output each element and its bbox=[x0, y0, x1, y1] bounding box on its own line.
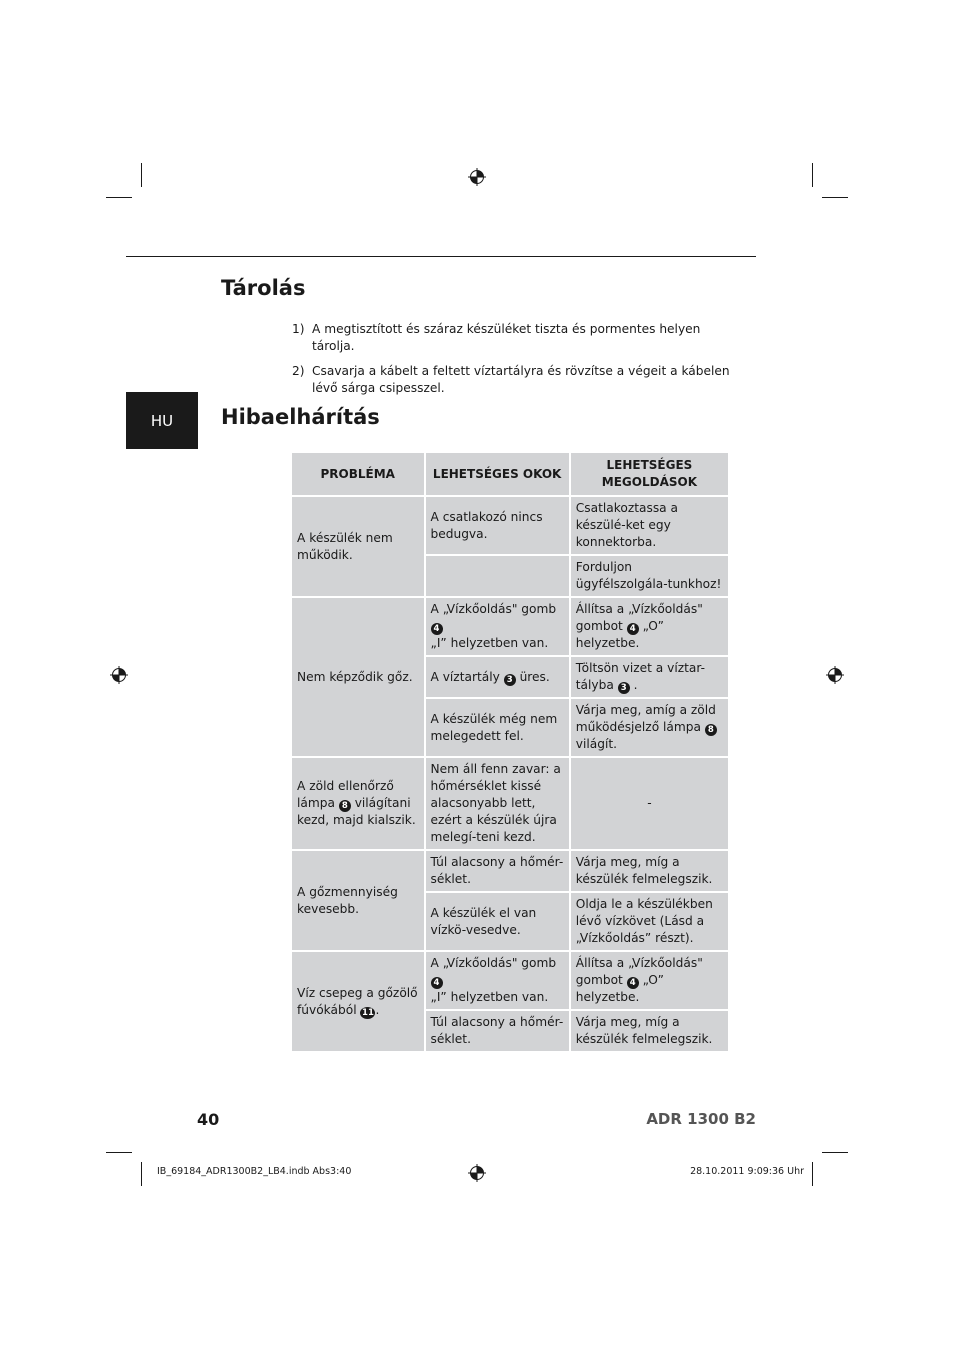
crop-mark bbox=[822, 197, 848, 198]
registration-mark-icon bbox=[468, 168, 486, 186]
reference-number-icon: 8 bbox=[705, 724, 717, 736]
crop-mark bbox=[106, 1152, 132, 1153]
reference-number-icon: 8 bbox=[339, 800, 351, 812]
header-rule bbox=[126, 256, 756, 257]
table-header-row bbox=[291, 452, 729, 496]
print-slug-right: 28.10.2011 9:09:36 Uhr bbox=[690, 1166, 804, 1177]
cause-cell: A készülék még nem melegedett fel. bbox=[425, 698, 570, 757]
problem-cell: A gőzmennyiség kevesebb. bbox=[291, 850, 425, 951]
storage-heading: Tárolás bbox=[221, 276, 306, 300]
troubleshooting-heading: Hibaelhárítás bbox=[221, 405, 380, 429]
crop-mark bbox=[141, 163, 142, 187]
reference-number-icon: 4 bbox=[627, 623, 639, 635]
table-row bbox=[291, 496, 729, 555]
model-name: ADR 1300 B2 bbox=[646, 1110, 756, 1128]
solution-cell: Töltsön vizet a víztar- tályba 3 . bbox=[570, 656, 729, 698]
header-problem: PROBLÉMA bbox=[291, 452, 425, 496]
reference-number-icon: 4 bbox=[627, 977, 639, 989]
problem-cell: Nem képződik gőz. bbox=[291, 597, 425, 757]
registration-mark-icon bbox=[826, 666, 844, 684]
header-solutions: LEHETSÉGES MEGOLDÁSOK bbox=[570, 452, 729, 496]
cause-cell: Túl alacsony a hőmér-séklet. bbox=[425, 1010, 570, 1052]
list-text: Csavarja a kábelt a feltett víztartályra és rövzítse a végeit a kábelen lévő sárga csipesszel. bbox=[312, 364, 730, 395]
solution-cell: Várja meg, amíg a zöld működésjelző lámpa 8 világít. bbox=[570, 698, 729, 757]
cause-cell: A víztartály 3 üres. bbox=[425, 656, 570, 698]
cause-cell: Túl alacsony a hőmér-séklet. bbox=[425, 850, 570, 892]
cause-cell: A készülék el van vízkö-vesedve. bbox=[425, 892, 570, 951]
table-row bbox=[291, 951, 729, 1010]
troubleshooting-table bbox=[290, 451, 730, 1053]
solution-cell: Állítsa a „Vízkőoldás" gombot 4 „O” helyzetbe. bbox=[570, 597, 729, 656]
crop-mark bbox=[812, 1162, 813, 1186]
language-tab: HU bbox=[126, 392, 198, 449]
reference-number-icon: 11 bbox=[362, 1007, 374, 1018]
crop-mark bbox=[812, 163, 813, 187]
registration-mark-icon bbox=[110, 666, 128, 684]
reference-number-icon: 3 bbox=[618, 682, 630, 694]
cause-cell: Nem áll fenn zavar: a hőmérséklet kissé alacsonyabb lett, ezért a készülék újra melegí-teni kezd. bbox=[425, 757, 570, 850]
cause-cell bbox=[425, 555, 570, 597]
list-item bbox=[292, 321, 732, 355]
reference-number-icon: 4 bbox=[431, 623, 443, 635]
solution-cell: - bbox=[570, 757, 729, 850]
crop-mark bbox=[141, 1162, 142, 1186]
solution-cell: Forduljon ügyfélszolgála-tunkhoz! bbox=[570, 555, 729, 597]
print-slug-left: IB_69184_ADR1300B2_LB4.indb Abs3:40 bbox=[157, 1166, 352, 1177]
solution-cell: Oldja le a készülékben lévő vízkövet (Lásd a „Vízkőoldás” részt). bbox=[570, 892, 729, 951]
solution-cell: Várja meg, míg a készülék felmelegszik. bbox=[570, 1010, 729, 1052]
header-causes: LEHETSÉGES OKOK bbox=[425, 452, 570, 496]
cause-cell: A csatlakozó nincs bedugva. bbox=[425, 496, 570, 555]
registration-mark-icon bbox=[468, 1164, 486, 1182]
table-row bbox=[291, 597, 729, 656]
table-row bbox=[291, 850, 729, 892]
storage-list bbox=[292, 321, 732, 405]
table-row bbox=[291, 757, 729, 850]
problem-cell: A készülék nem működik. bbox=[291, 496, 425, 597]
crop-mark bbox=[106, 197, 132, 198]
problem-cell: A zöld ellenőrző lámpa 8 világítani kezd, majd kialszik. bbox=[291, 757, 425, 850]
list-number: 1) bbox=[292, 322, 305, 336]
page-number: 40 bbox=[197, 1110, 220, 1129]
problem-cell: Víz csepeg a gőzölő fúvókából 11 . bbox=[291, 951, 425, 1052]
cause-cell: A „Vízkőoldás" gomb 4 „I” helyzetben van. bbox=[425, 951, 570, 1010]
cause-cell: A „Vízkőoldás" gomb 4 „I” helyzetben van. bbox=[425, 597, 570, 656]
list-item bbox=[292, 363, 732, 397]
reference-number-icon: 4 bbox=[431, 977, 443, 989]
solution-cell: Állítsa a „Vízkőoldás" gombot 4 „O” helyzetbe. bbox=[570, 951, 729, 1010]
solution-cell: Várja meg, míg a készülék felmelegszik. bbox=[570, 850, 729, 892]
reference-number-icon: 3 bbox=[504, 674, 516, 686]
crop-mark bbox=[822, 1152, 848, 1153]
list-text: A megtisztított és száraz készüléket tiszta és pormentes helyen tárolja. bbox=[312, 322, 701, 353]
solution-cell: Csatlakoztassa a készülé-ket egy konnektorba. bbox=[570, 496, 729, 555]
list-number: 2) bbox=[292, 364, 305, 378]
